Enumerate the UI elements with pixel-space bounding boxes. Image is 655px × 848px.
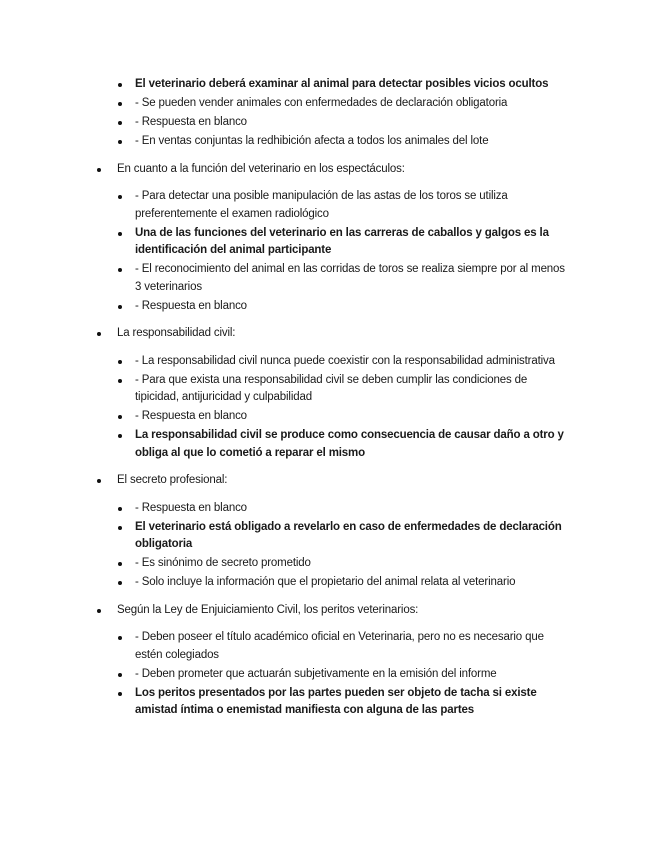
answer-list <box>0 76 655 151</box>
question-text: El secreto profesional: <box>117 472 557 490</box>
answer-option: - Deben poseer el título académico oficial en Veterinaria, pero no es necesario que estén colegiados <box>135 629 565 664</box>
answer-option: - Respuesta en blanco <box>135 408 565 426</box>
answer-list <box>0 500 655 592</box>
answer-option: - Para detectar una posible manipulación de las astas de los toros se utiliza preferentemente el examen radiológico <box>135 188 565 223</box>
answer-option: - Respuesta en blanco <box>135 298 565 316</box>
answer-option: - Para que exista una responsabilidad civil se deben cumplir las condiciones de tipicidad, antijuricidad y culpabilidad <box>135 372 565 407</box>
answer-list <box>0 629 655 720</box>
question-block-3 <box>0 472 655 592</box>
answer-list <box>0 353 655 463</box>
question-text: En cuanto a la función del veterinario en los espectáculos: <box>117 161 557 179</box>
question-text: La responsabilidad civil: <box>117 325 557 343</box>
answer-option: - La responsabilidad civil nunca puede coexistir con la responsabilidad administrativa <box>135 353 565 371</box>
question-block-2 <box>0 325 655 462</box>
document-page <box>0 76 655 721</box>
answer-option: - Solo incluye la información que el propietario del animal relata al veterinario <box>135 574 565 592</box>
answer-correct: La responsabilidad civil se produce como consecuencia de causar daño a otro y obliga al que lo cometió a reparar el mismo <box>135 427 565 462</box>
answer-option: - En ventas conjuntas la redhibición afecta a todos los animales del lote <box>135 133 565 151</box>
answer-option: - Deben prometer que actuarán subjetivamente en la emisión del informe <box>135 666 565 684</box>
question-block-1 <box>0 161 655 316</box>
answer-correct: El veterinario está obligado a revelarlo en caso de enfermedades de declaración obligatoria <box>135 519 565 554</box>
answer-correct: Una de las funciones del veterinario en las carreras de caballos y galgos es la identificación del animal participante <box>135 225 565 260</box>
answer-option: - Respuesta en blanco <box>135 114 565 132</box>
answer-list <box>0 188 655 315</box>
answer-correct: El veterinario deberá examinar al animal para detectar posibles vicios ocultos <box>135 76 565 94</box>
answer-correct: Los peritos presentados por las partes pueden ser objeto de tacha si existe amistad íntima o enemistad manifiesta con alguna de las partes <box>135 685 565 720</box>
question-text: Según la Ley de Enjuiciamiento Civil, los peritos veterinarios: <box>117 602 557 620</box>
question-block-0 <box>0 76 655 151</box>
answer-option: - Respuesta en blanco <box>135 500 565 518</box>
answer-option: - Es sinónimo de secreto prometido <box>135 555 565 573</box>
question-block-4 <box>0 602 655 720</box>
answer-option: - Se pueden vender animales con enfermedades de declaración obligatoria <box>135 95 565 113</box>
answer-option: - El reconocimiento del animal en las corridas de toros se realiza siempre por al menos 3 veterinarios <box>135 261 565 296</box>
